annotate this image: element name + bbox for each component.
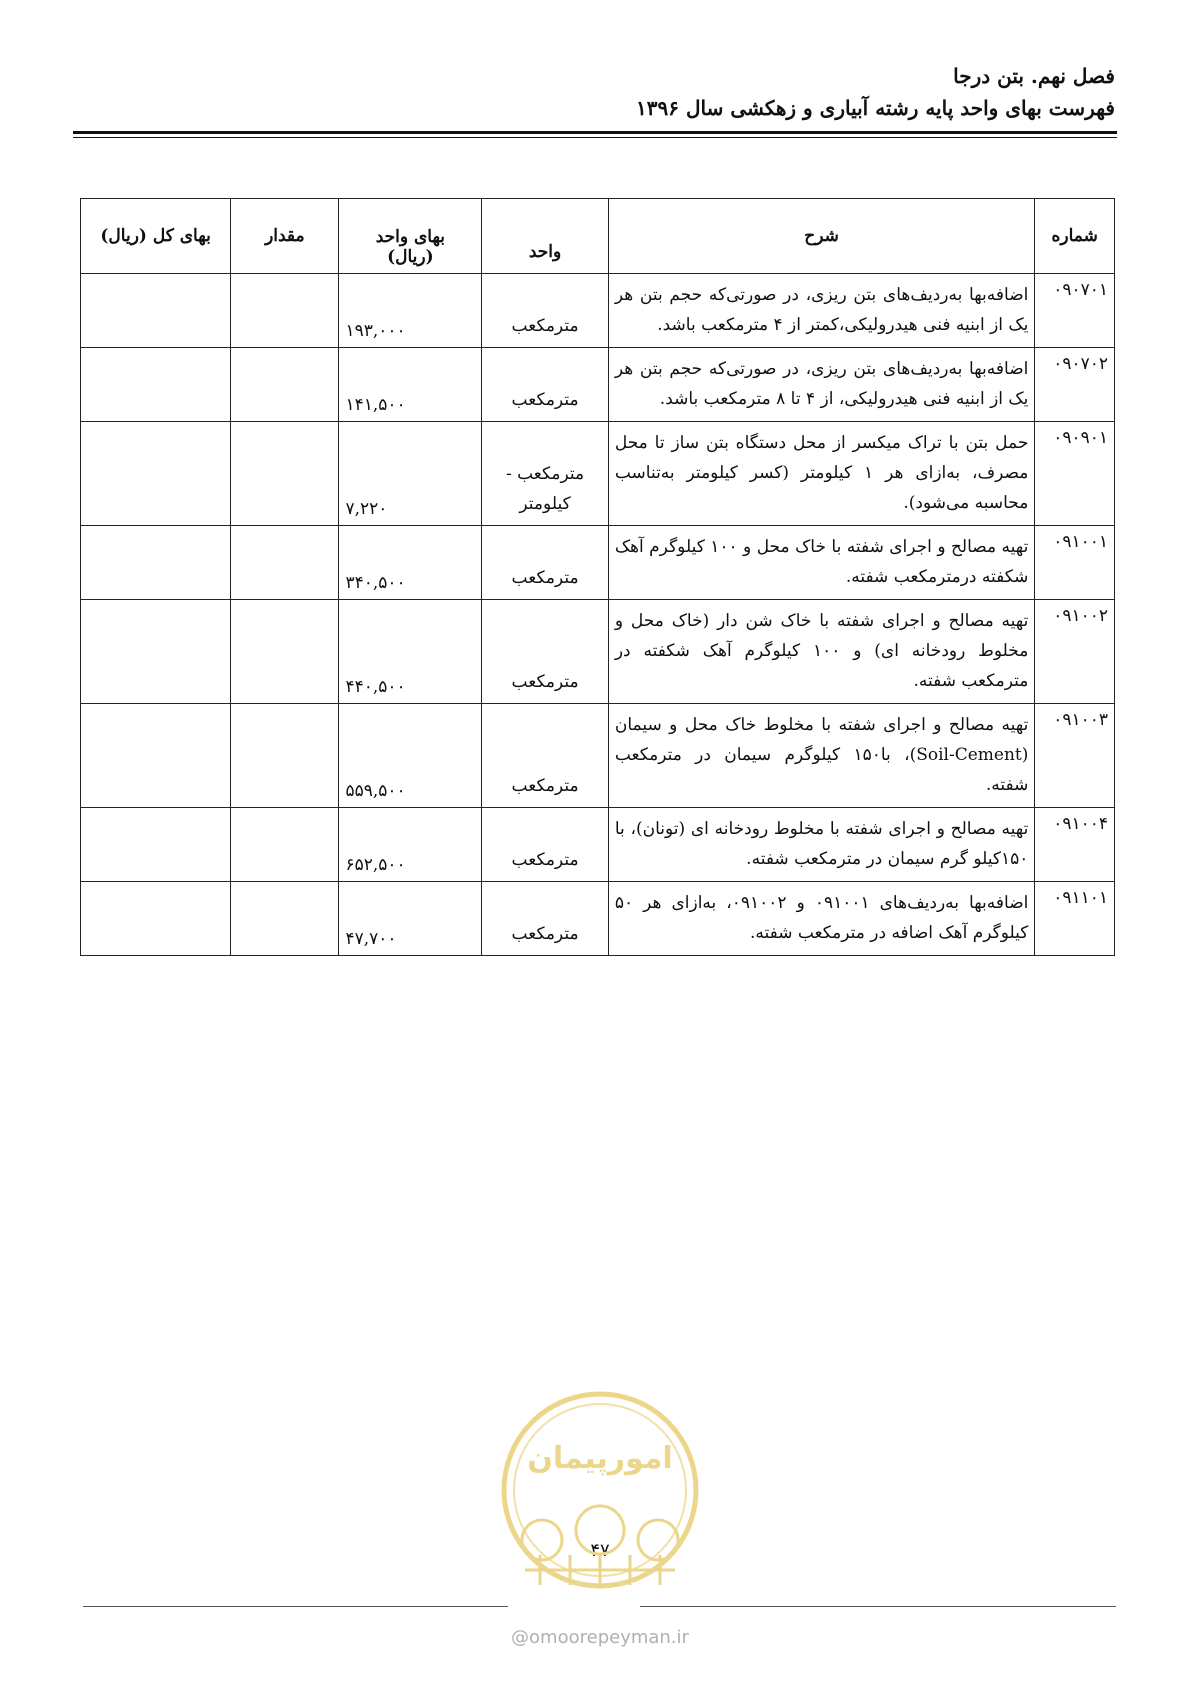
row-total [81, 808, 231, 882]
row-number: ۰۹۱۰۰۳ [1035, 704, 1115, 808]
table-row [81, 600, 1115, 704]
table-row [81, 882, 1115, 956]
row-number: ۰۹۰۹۰۱ [1035, 422, 1115, 526]
row-total [81, 882, 231, 956]
footer-rule-right [640, 1606, 1116, 1607]
row-unit-price: ۵۵۹,۵۰۰ [339, 704, 482, 808]
row-unit-price: ۴۷,۷۰۰ [339, 882, 482, 956]
row-unit: مترمکعب [482, 882, 609, 956]
price-table [80, 198, 1115, 956]
row-total [81, 704, 231, 808]
row-number: ۰۹۱۰۰۲ [1035, 600, 1115, 704]
header-rule-thick [73, 131, 1117, 134]
row-quantity [231, 274, 339, 348]
watermark-seal-text: امورپیمان [527, 1441, 673, 1476]
watermark-url-text: omoorepeyman.ir [529, 1627, 689, 1648]
row-unit: مترمکعب [482, 808, 609, 882]
header-unit-price [339, 199, 482, 274]
row-unit: مترمکعب - کیلومتر [482, 422, 609, 526]
table-row [81, 274, 1115, 348]
row-quantity [231, 422, 339, 526]
table-row [81, 348, 1115, 422]
table-row [81, 808, 1115, 882]
table-row [81, 704, 1115, 808]
header-unit-price-label: بهای واحد [375, 227, 446, 247]
row-number: ۰۹۱۰۰۱ [1035, 526, 1115, 600]
row-number: ۰۹۰۷۰۱ [1035, 274, 1115, 348]
chapter-title: فصل نهم. بتن درجا [953, 64, 1115, 88]
row-description: تهیه مصالح و اجرای شفته با خاک شن دار (خاک محل و مخلوط رودخانه ای) و ۱۰۰ کیلوگرم آهک شکفته در مترمکعب شفته. [608, 600, 1035, 704]
row-unit-price: ۴۴۰,۵۰۰ [339, 600, 482, 704]
page-number: ۴۷ [590, 1540, 610, 1561]
row-total [81, 526, 231, 600]
row-number: ۰۹۰۷۰۲ [1035, 348, 1115, 422]
row-total [81, 348, 231, 422]
row-description: تهیه مصالح و اجرای شفته با مخلوط خاک محل و سیمان (Soil-Cement)، با۱۵۰ کیلوگرم سیمان در مترمکعب شفته. [608, 704, 1035, 808]
table-row [81, 526, 1115, 600]
row-total [81, 422, 231, 526]
row-unit-price: ۱۹۳,۰۰۰ [339, 274, 482, 348]
row-unit: مترمکعب [482, 348, 609, 422]
footer-rule-left [83, 1606, 508, 1607]
row-description: اضافه‌بها به‌ردیف‌های ۰۹۱۰۰۱ و ۰۹۱۰۰۲، به‌ازای هر ۵۰ کیلوگرم آهک اضافه در مترمکعب شفته. [608, 882, 1035, 956]
row-description: تهیه مصالح و اجرای شفته با مخلوط رودخانه ای (تونان)، با ۱۵۰کیلو گرم سیمان در مترمکعب شفته. [608, 808, 1035, 882]
row-quantity [231, 348, 339, 422]
header-rule-thin [73, 137, 1117, 138]
header-quantity: مقدار [231, 199, 339, 274]
row-total [81, 600, 231, 704]
row-unit: مترمکعب [482, 704, 609, 808]
table-header-row [81, 199, 1115, 274]
row-quantity [231, 526, 339, 600]
row-quantity [231, 704, 339, 808]
watermark-url: @omoorepeyman.ir [511, 1627, 689, 1648]
row-quantity [231, 808, 339, 882]
row-unit: مترمکعب [482, 600, 609, 704]
row-unit-price: ۳۴۰,۵۰۰ [339, 526, 482, 600]
row-description: اضافه‌بها به‌ردیف‌های بتن ریزی، در صورتی‌که حجم بتن هر یک از ابنیه فنی هیدرولیکی،کمتر از ۴ مترمکعب باشد. [608, 274, 1035, 348]
row-total [81, 274, 231, 348]
row-number: ۰۹۱۱۰۱ [1035, 882, 1115, 956]
header-unit-price-currency: (ریال) [387, 247, 434, 267]
row-unit-price: ۶۵۲,۵۰۰ [339, 808, 482, 882]
price-list-title: فهرست بهای واحد پایه رشته آبیاری و زهکشی سال ۱۳۹۶ [636, 96, 1115, 120]
header-description: شرح [608, 199, 1035, 274]
header-number: شماره [1035, 199, 1115, 274]
page-header [75, 60, 1115, 124]
watermark-seal-logo [480, 1390, 720, 1590]
row-number: ۰۹۱۰۰۴ [1035, 808, 1115, 882]
row-description: حمل بتن با تراک میکسر از محل دستگاه بتن ساز تا محل مصرف، به‌ازای هر ۱ کیلومتر (کسر کیلومتر به‌تناسب محاسبه می‌شود). [608, 422, 1035, 526]
row-description: تهیه مصالح و اجرای شفته با خاک محل و ۱۰۰ کیلوگرم آهک شکفته درمترمکعب شفته. [608, 526, 1035, 600]
table-row [81, 422, 1115, 526]
header-unit: واحد [482, 199, 609, 274]
row-unit: مترمکعب [482, 274, 609, 348]
header-total: بهای کل (ریال) [81, 199, 231, 274]
row-quantity [231, 882, 339, 956]
row-unit: مترمکعب [482, 526, 609, 600]
row-unit-price: ۱۴۱,۵۰۰ [339, 348, 482, 422]
row-unit-price: ۷,۲۲۰ [339, 422, 482, 526]
row-description: اضافه‌بها به‌ردیف‌های بتن ریزی، در صورتی‌که حجم بتن هر یک از ابنیه فنی هیدرولیکی، از ۴ تا ۸ مترمکعب باشد. [608, 348, 1035, 422]
row-quantity [231, 600, 339, 704]
